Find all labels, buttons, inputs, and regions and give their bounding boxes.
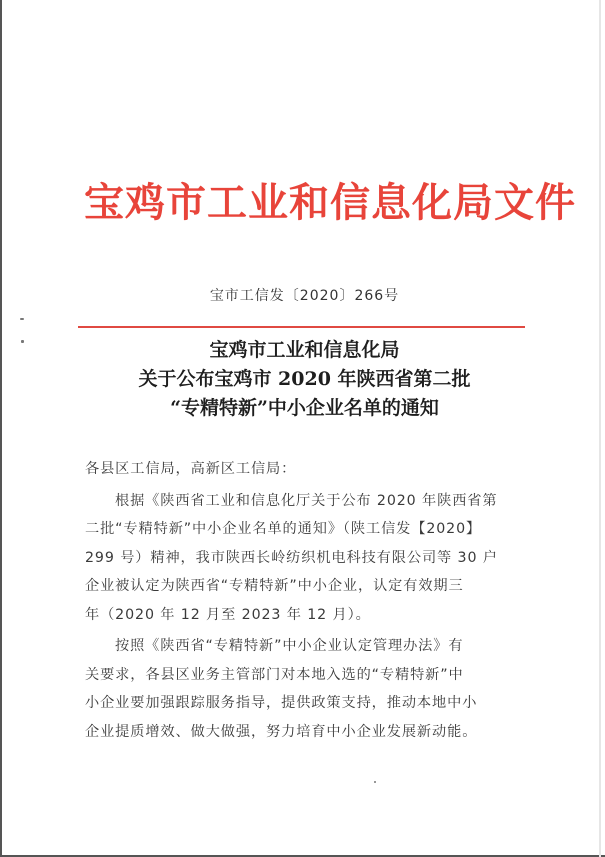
text-line: 企业被认定为陕西省“专精特新”中小企业，认定有效期三 <box>85 578 464 594</box>
text-line: 关要求，各县区业务主管部门对本地入选的“专精特新”中 <box>85 666 464 683</box>
text-line: 年（2020 年 12 月至 2023 年 12 月）。 <box>85 606 371 623</box>
text-line: 根据《陕西省工业和信息化厅关于公布 2020 年陕西省第 <box>115 492 498 509</box>
text-line: 企业提质增效、做大做强，努力培育中小企业发展新动能。 <box>85 723 478 740</box>
paragraph-2 <box>85 632 535 746</box>
notice-title <box>2 336 605 423</box>
text-line: 二批“专精特新”中小企业名单的通知》（陕工信发【2020】 <box>85 521 482 537</box>
page-edge <box>599 0 601 857</box>
salutation: 各县区工信局，高新区工信局： <box>85 461 297 477</box>
scan-speck <box>20 318 24 320</box>
title-line: 宝鸡市工业和信息化局 <box>209 339 400 361</box>
red-masthead: 宝鸡市工业和信息化局文件 <box>84 179 576 226</box>
document-number: 宝市工信发〔2020〕266号 <box>209 288 400 304</box>
title-line: “专精特新”中小企业名单的通知 <box>170 397 439 419</box>
title-line: 关于公布宝鸡市 2020 年陕西省第二批 <box>138 368 471 390</box>
text-line: 299 号）精神，我市陕西长岭纺织机电科技有限公司等 30 户 <box>85 549 498 566</box>
text-line: 按照《陕西省“专精特新”中小企业认定管理办法》有 <box>115 638 464 654</box>
red-divider-line <box>78 326 525 328</box>
text-line: 小企业要加强跟踪服务指导，提供政策支持，推动本地中小 <box>85 695 478 711</box>
scan-speck <box>374 781 376 783</box>
scan-speck <box>21 340 24 343</box>
notice-body <box>85 455 535 749</box>
paragraph-1 <box>85 487 535 630</box>
